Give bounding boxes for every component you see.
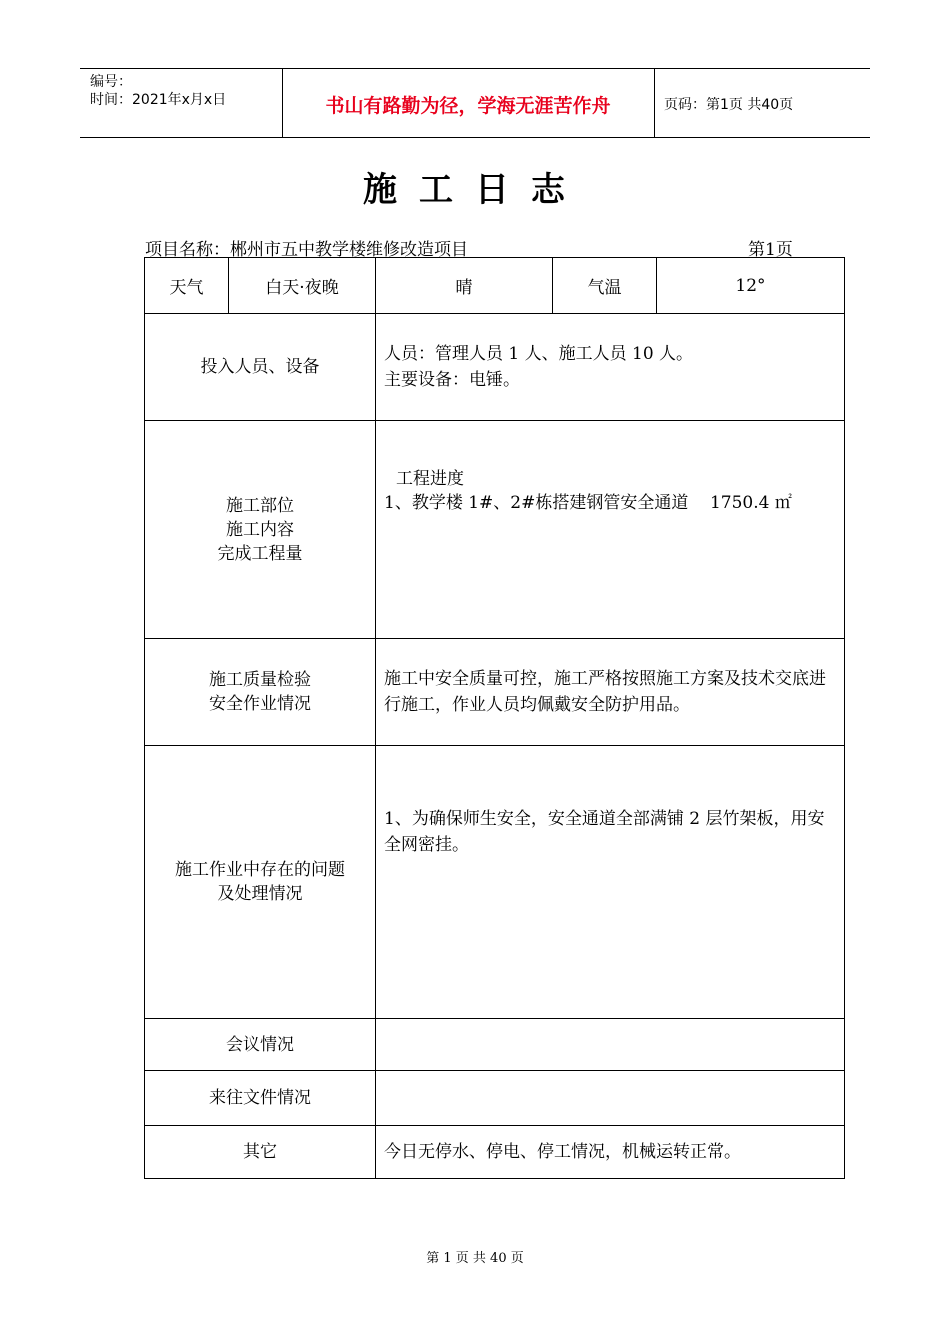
problems-row	[145, 746, 845, 1019]
construction-content	[376, 421, 845, 639]
quality-label-inspection: 施工质量检验	[209, 670, 311, 690]
documents-row	[145, 1071, 845, 1126]
weather-value: 晴	[376, 258, 553, 314]
weather-label: 天气	[145, 258, 229, 314]
temperature-value: 12°	[657, 258, 845, 314]
problems-label-handling: 及处理情况	[217, 884, 303, 904]
construction-row	[145, 421, 845, 639]
temperature-label: 气温	[553, 258, 657, 314]
header-meta	[90, 73, 226, 109]
construction-label	[145, 421, 376, 639]
time-of-day: 白天·夜晚	[229, 258, 376, 314]
progress-title: 工程进度	[396, 469, 464, 489]
quality-label-safety: 安全作业情况	[209, 694, 311, 714]
other-row	[145, 1126, 845, 1179]
progress-item: 1、教学楼 1#、2#栋搭建钢管安全通道 1750.4 ㎡	[384, 493, 792, 513]
construction-label-content: 施工内容	[226, 519, 294, 540]
page-header	[80, 68, 870, 138]
personnel-row	[145, 314, 845, 421]
serial-number-label: 编号：	[90, 74, 132, 90]
quality-label	[145, 639, 376, 746]
weather-row	[145, 258, 845, 314]
quality-content: 施工中安全质量可控，施工严格按照施工方案及技术交底进行施工，作业人员均佩戴安全防护用品。	[376, 639, 845, 746]
meeting-content	[376, 1019, 845, 1071]
meeting-row	[145, 1019, 845, 1071]
quality-row	[145, 639, 845, 746]
other-label: 其它	[145, 1126, 376, 1179]
header-motto: 书山有路勤为径，学海无涯苦作舟	[325, 95, 611, 117]
other-content: 今日无停水、停电、停工情况，机械运转正常。	[376, 1126, 845, 1179]
documents-label: 来往文件情况	[145, 1071, 376, 1126]
personnel-content	[376, 314, 845, 421]
problems-label-issues: 施工作业中存在的问题	[175, 860, 345, 880]
page-footer: 第 1 页 共 40 页	[426, 1251, 524, 1266]
problems-content: 1、为确保师生安全，安全通道全部满铺 2 层竹架板，用安全网密挂。	[376, 746, 845, 1019]
personnel-equipment: 主要设备：电锤。	[384, 370, 520, 390]
problems-label	[145, 746, 376, 1019]
construction-log-table	[144, 257, 845, 1179]
date-label: 时间：2021年x月x日	[90, 92, 227, 108]
header-divider	[654, 69, 655, 137]
construction-label-quantity: 完成工程量	[217, 543, 303, 564]
meeting-label: 会议情况	[145, 1019, 376, 1071]
personnel-staff: 人员：管理人员 1 人、施工人员 10 人。	[384, 344, 694, 364]
project-name: 项目名称：郴州市五中教学楼维修改造项目	[145, 240, 468, 260]
document-title: 施工日志	[363, 170, 587, 210]
project-page-number: 第1页	[748, 240, 793, 260]
documents-content	[376, 1071, 845, 1126]
header-page-info: 页码：第1页 共40页	[664, 97, 794, 113]
construction-label-part: 施工部位	[226, 495, 294, 516]
personnel-label: 投入人员、设备	[145, 314, 376, 421]
